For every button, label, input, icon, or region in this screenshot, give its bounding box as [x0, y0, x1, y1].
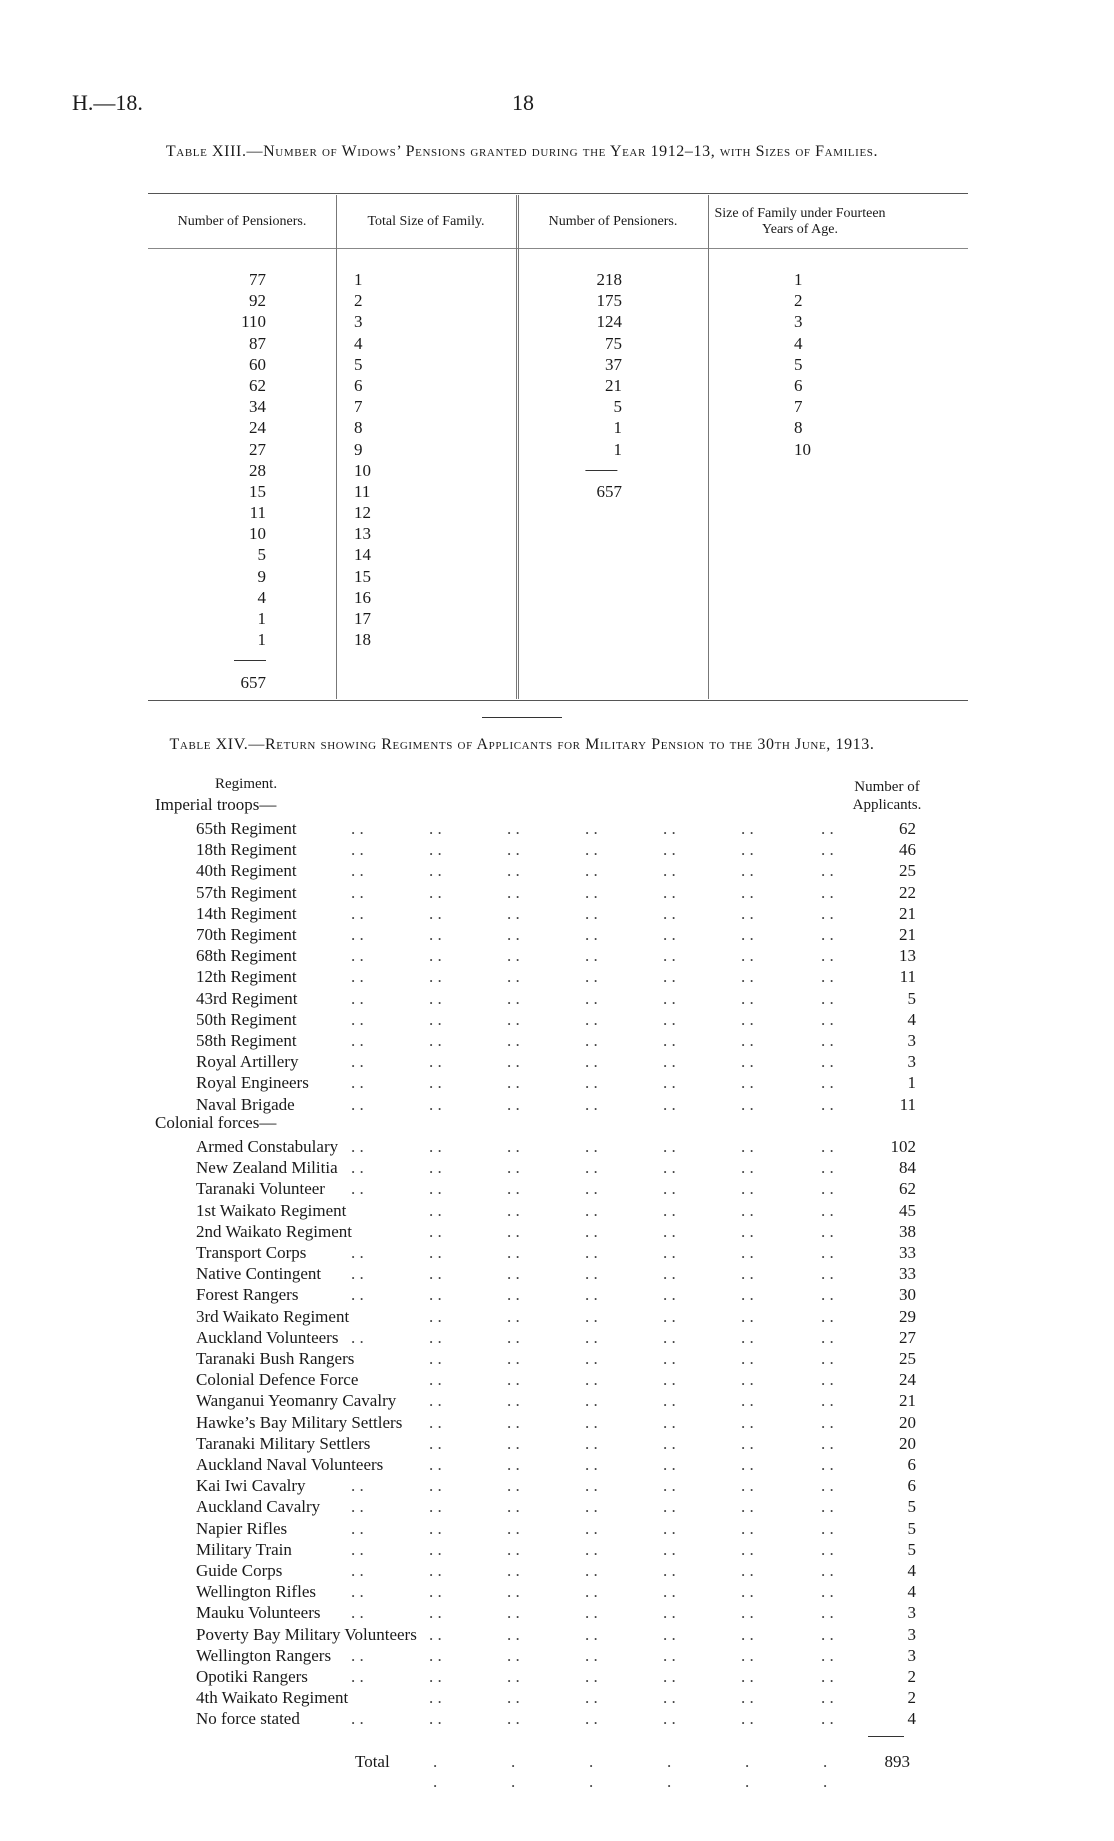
table-13-caption: Table XIII.—Number of Widows’ Pensions granted during the Year 1912–13, with Sizes of Families. — [165, 143, 879, 160]
applicant-count: 20 — [899, 1433, 916, 1453]
table-row: Mauku Volunteers . . . . . . . . . . . . . . 3 — [196, 1603, 916, 1623]
group-heading-imperial: Imperial troops— — [155, 795, 277, 814]
table-row: Kai Iwi Cavalry . . . . . . . . . . . . . . 6 — [196, 1476, 916, 1496]
total-row: Total . . . . . . . . . . . . 893 — [355, 1752, 910, 1791]
applicant-count: 3 — [907, 1645, 916, 1665]
regiment-name: Wellington Rangers — [196, 1645, 332, 1665]
table-cell: 1 — [613, 439, 622, 459]
table-row: 12th Regiment . . . . . . . . . . . . . . 11 — [196, 967, 916, 987]
table-cell: 4 — [794, 333, 803, 353]
page-number: 18 — [512, 90, 534, 115]
table-cell: 7 — [354, 397, 363, 417]
table-cell: 27 — [249, 439, 266, 459]
applicant-count: 4 — [907, 1009, 916, 1029]
table-rule — [148, 248, 968, 249]
table-row: 1st Waikato Regiment . . . . . . . . . . . . 45 — [196, 1200, 916, 1220]
regiment-name: Guide Corps — [196, 1561, 283, 1580]
table-row: Wellington Rangers . . . . . . . . . . . . . . 3 — [196, 1645, 916, 1665]
table-rule — [148, 700, 968, 701]
table-cell: 10 — [354, 460, 371, 480]
table-cell: 14 — [354, 545, 371, 565]
applicant-count: 5 — [907, 988, 916, 1008]
regiment-name: 57th Regiment — [196, 882, 297, 902]
table-row: Transport Corps . . . . . . . . . . . . . . 33 — [196, 1243, 916, 1262]
applicant-count: 4 — [907, 1582, 916, 1602]
table-row: 43rd Regiment . . . . . . . . . . . . . . 5 — [196, 988, 916, 1008]
applicant-count: 4 — [907, 1709, 916, 1729]
table-cell: 87 — [249, 333, 266, 353]
applicants-column-header: Number of Applicants. — [852, 779, 922, 813]
table-row: Native Contingent . . . . . . . . . . . . . . 33 — [196, 1264, 916, 1284]
applicant-count: 25 — [899, 861, 916, 881]
applicant-count: 62 — [899, 819, 916, 838]
table-row: 57th Regiment . . . . . . . . . . . . . . 22 — [196, 882, 916, 902]
right-pensioners-column — [568, 269, 622, 502]
table-cell: 4 — [354, 333, 363, 353]
table-cell: 28 — [249, 460, 266, 480]
table-cell: 2 — [794, 291, 803, 311]
table-cell: 77 — [249, 270, 266, 289]
table-14-caption: Table XIV.—Return showing Regiments of Applicants for Military Pension to the 30th June, 1913. — [169, 736, 875, 753]
applicant-count: 5 — [907, 1518, 916, 1538]
table-cell: 6 — [354, 375, 363, 395]
table-cell: 37 — [605, 354, 622, 374]
table-row: No force stated . . . . . . . . . . . . . . 4 — [196, 1709, 916, 1729]
applicant-count: 3 — [907, 1052, 916, 1072]
applicant-count: 21 — [899, 925, 916, 944]
applicant-count: 20 — [899, 1412, 916, 1432]
total-value: 893 — [884, 1752, 910, 1771]
applicant-count: 3 — [907, 1603, 916, 1623]
table-cell: 9 — [354, 439, 363, 459]
table-cell: 5 — [613, 397, 622, 417]
table-row: Opotiki Rangers . . . . . . . . . . . . . . 2 — [196, 1667, 916, 1686]
regiment-name: Kai Iwi Cavalry — [196, 1476, 306, 1496]
table-cell: 18 — [354, 630, 371, 650]
regiment-name: 50th Regiment — [196, 1009, 297, 1029]
table-row: 70th Regiment . . . . . . . . . . . . . . 21 — [196, 925, 916, 944]
regiment-name: 1st Waikato Regiment — [196, 1200, 347, 1220]
applicant-count: 33 — [899, 1264, 916, 1284]
regiment-name: 65th Regiment — [196, 819, 297, 838]
applicant-count: 45 — [899, 1200, 916, 1220]
table-cell: 15 — [354, 566, 371, 586]
applicant-count: 11 — [899, 967, 916, 987]
table-row: New Zealand Militia . . . . . . . . . . . . . . 84 — [196, 1158, 916, 1178]
table-cell: 1 — [354, 270, 363, 289]
table-13 — [148, 193, 968, 701]
regiment-name: 4th Waikato Regiment — [196, 1688, 349, 1708]
table-row: Forest Rangers . . . . . . . . . . . . . . 30 — [196, 1285, 916, 1305]
table-cell: 21 — [605, 375, 622, 395]
table-row: Poverty Bay Military Volunteers . . . . . . . . . . . . 3 — [196, 1624, 916, 1644]
table-cell: 8 — [794, 418, 803, 438]
table-cell: 11 — [249, 503, 266, 523]
table-row: Auckland Naval Volunteers . . . . . . . . . . . . 6 — [196, 1455, 916, 1474]
table-cell: 15 — [249, 481, 266, 501]
regiment-name: Colonial Defence Force — [196, 1370, 359, 1390]
table-cell: 11 — [354, 481, 371, 501]
regiment-column-header: Regiment. — [215, 776, 278, 792]
total-label: Total — [355, 1752, 390, 1771]
applicant-count: 6 — [907, 1476, 916, 1496]
regiment-name: No force stated — [196, 1709, 300, 1729]
table-row: Armed Constabulary . . . . . . . . . . . . . . 102 — [196, 1137, 916, 1156]
applicant-count: 5 — [907, 1539, 916, 1559]
regiment-name: Military Train — [196, 1539, 292, 1559]
table-cell: 110 — [241, 312, 266, 332]
sum-rule — [188, 650, 266, 671]
column-header: Number of Pensioners. — [548, 214, 678, 229]
table-row: Napier Rifles . . . . . . . . . . . . . . 5 — [196, 1518, 916, 1538]
table-row: 18th Regiment . . . . . . . . . . . . . . 46 — [196, 840, 916, 860]
table-row: Guide Corps . . . . . . . . . . . . . . 4 — [196, 1561, 916, 1580]
applicant-count: 38 — [899, 1221, 916, 1241]
table-row: Taranaki Bush Rangers . . . . . . . . . . . . 25 — [196, 1349, 916, 1368]
table-row: 40th Regiment . . . . . . . . . . . . . . 25 — [196, 861, 916, 881]
table-rule — [148, 193, 968, 194]
table-cell: 124 — [596, 312, 622, 332]
table-cell: 92 — [249, 291, 266, 311]
applicant-count: 30 — [899, 1285, 916, 1305]
table-cell: 16 — [354, 587, 371, 607]
regiment-name: Forest Rangers — [196, 1285, 299, 1305]
regiment-name: Taranaki Volunteer — [196, 1179, 325, 1199]
table-row: Naval Brigade . . . . . . . . . . . . . . 11 — [196, 1094, 916, 1114]
column-divider — [336, 195, 337, 699]
regiment-name: 3rd Waikato Regiment — [196, 1306, 350, 1326]
regiment-name: Auckland Naval Volunteers — [196, 1455, 384, 1474]
table-cell: 5 — [257, 545, 266, 565]
table-cell: 5 — [794, 354, 803, 374]
regiment-name: Poverty Bay Military Volunteers — [196, 1624, 417, 1644]
table-row: Taranaki Military Settlers . . . . . . . . . . . . 20 — [196, 1433, 916, 1453]
regiment-name: Taranaki Military Settlers — [196, 1433, 371, 1453]
regiment-name: New Zealand Militia — [196, 1158, 338, 1178]
applicant-count: 33 — [899, 1243, 916, 1262]
regiment-name: 2nd Waikato Regiment — [196, 1221, 353, 1241]
section-divider — [482, 717, 562, 718]
table-cell: 218 — [596, 270, 622, 289]
regiment-name: Native Contingent — [196, 1264, 322, 1284]
table-row: 2nd Waikato Regiment . . . . . . . . . . . . 38 — [196, 1221, 916, 1241]
regiment-name: 70th Regiment — [196, 925, 297, 944]
table-cell: 4 — [257, 587, 266, 607]
regiment-name: 40th Regiment — [196, 861, 297, 881]
document-reference: H.—18. — [72, 90, 143, 115]
family-under-14-column — [794, 269, 844, 460]
table-row: Wanganui Yeomanry Cavalry . . . . . . . . . . . . 21 — [196, 1391, 916, 1411]
table-row: Hawke’s Bay Military Settlers . . . . . . . . . . . . 20 — [196, 1412, 916, 1432]
applicant-count: 13 — [899, 946, 916, 966]
table-cell: 9 — [257, 566, 266, 586]
regiment-name: 43rd Regiment — [196, 988, 298, 1008]
table-row: Royal Engineers . . . . . . . . . . . . . . 1 — [196, 1073, 916, 1093]
regiment-name: Opotiki Rangers — [196, 1667, 308, 1686]
table-cell: 6 — [794, 375, 803, 395]
column-divider — [516, 195, 519, 699]
sum-rule — [568, 460, 622, 481]
applicant-count: 6 — [907, 1455, 916, 1474]
applicant-count: 4 — [907, 1561, 916, 1580]
table-cell: 3 — [354, 312, 363, 332]
regiment-name: Armed Constabulary — [196, 1137, 339, 1156]
applicant-count: 3 — [907, 1624, 916, 1644]
table-cell: 1 — [257, 609, 266, 628]
table-cell: 1 — [257, 630, 266, 650]
table-row: 3rd Waikato Regiment . . . . . . . . . . . . 29 — [196, 1306, 916, 1326]
table-row: Taranaki Volunteer . . . . . . . . . . . . . . 62 — [196, 1179, 916, 1199]
table-row: 50th Regiment . . . . . . . . . . . . . . 4 — [196, 1009, 916, 1029]
applicant-count: 21 — [899, 903, 916, 923]
applicant-count: 84 — [899, 1158, 916, 1178]
applicant-count: 11 — [899, 1094, 916, 1114]
applicant-count: 27 — [899, 1327, 916, 1347]
applicant-count: 25 — [899, 1349, 916, 1368]
regiment-name: Hawke’s Bay Military Settlers — [196, 1412, 403, 1432]
applicant-count: 46 — [899, 840, 916, 860]
group-heading-colonial: Colonial forces— — [155, 1113, 277, 1132]
regiment-name: Naval Brigade — [196, 1094, 295, 1114]
table-row: Military Train . . . . . . . . . . . . . . 5 — [196, 1539, 916, 1559]
column-header: Size of Family under Fourteen Years of Age. — [714, 206, 886, 237]
applicant-count: 1 — [907, 1073, 916, 1093]
table-row: 4th Waikato Regiment . . . . . . . . . . . . 2 — [196, 1688, 916, 1708]
table-row: Auckland Volunteers . . . . . . . . . . . . . . 27 — [196, 1327, 916, 1347]
regiment-name: Royal Artillery — [196, 1052, 299, 1072]
regiment-name: 68th Regiment — [196, 946, 297, 966]
regiment-name: 58th Regiment — [196, 1031, 297, 1050]
table-cell: 175 — [596, 291, 622, 311]
total-family-size-column — [354, 269, 404, 650]
applicant-count: 21 — [899, 1391, 916, 1411]
left-pensioners-column — [188, 269, 266, 693]
regiment-name: Auckland Cavalry — [196, 1497, 321, 1517]
regiment-name: Wellington Rifles — [196, 1582, 316, 1602]
table-cell: 10 — [794, 439, 811, 459]
column-total: 657 — [240, 672, 266, 692]
table-cell: 62 — [249, 375, 266, 395]
regiment-name: Auckland Volunteers — [196, 1327, 339, 1347]
table-row: Auckland Cavalry . . . . . . . . . . . . . . 5 — [196, 1497, 916, 1517]
applicant-count: 3 — [907, 1031, 916, 1050]
regiment-name: Royal Engineers — [196, 1073, 309, 1093]
table-row: Wellington Rifles . . . . . . . . . . . . . . 4 — [196, 1582, 916, 1602]
applicant-count: 62 — [899, 1179, 916, 1199]
applicant-count: 29 — [899, 1306, 916, 1326]
table-cell: 8 — [354, 418, 363, 438]
table-cell: 60 — [249, 354, 266, 374]
table-cell: 17 — [354, 609, 371, 628]
column-total: 657 — [596, 481, 622, 501]
applicant-count: 102 — [890, 1137, 916, 1156]
table-cell: 13 — [354, 524, 371, 544]
regiment-name: Mauku Volunteers — [196, 1603, 321, 1623]
regiment-name: Taranaki Bush Rangers — [196, 1349, 355, 1368]
table-cell: 12 — [354, 503, 371, 523]
table-row: 68th Regiment . . . . . . . . . . . . . . 13 — [196, 946, 916, 966]
applicant-count: 24 — [899, 1370, 916, 1390]
regiment-name: Wanganui Yeomanry Cavalry — [196, 1391, 397, 1411]
table-cell: 34 — [249, 397, 266, 417]
regiment-name: Napier Rifles — [196, 1518, 288, 1538]
regiment-name: 18th Regiment — [196, 840, 297, 860]
table-row: 14th Regiment . . . . . . . . . . . . . . 21 — [196, 903, 916, 923]
table-cell: 7 — [794, 397, 803, 417]
table-cell: 10 — [249, 524, 266, 544]
table-cell: 5 — [354, 354, 363, 374]
table-cell: 1 — [794, 270, 803, 289]
column-header: Total Size of Family. — [367, 214, 485, 229]
table-row: 58th Regiment . . . . . . . . . . . . . . 3 — [196, 1031, 916, 1050]
column-header: Number of Pensioners. — [177, 214, 307, 229]
applicant-count: 2 — [907, 1667, 916, 1686]
table-cell: 2 — [354, 291, 363, 311]
applicant-count: 5 — [907, 1497, 916, 1517]
applicant-count: 2 — [907, 1688, 916, 1708]
applicant-count: 22 — [899, 882, 916, 902]
table-cell: 24 — [249, 418, 266, 438]
table-row: 65th Regiment . . . . . . . . . . . . . . 62 — [196, 819, 916, 838]
table-row: Royal Artillery . . . . . . . . . . . . . . 3 — [196, 1052, 916, 1072]
regiment-name: 12th Regiment — [196, 967, 297, 987]
table-cell: 3 — [794, 312, 803, 332]
table-cell: 1 — [613, 418, 622, 438]
total-rule — [868, 1736, 904, 1737]
column-divider — [708, 195, 709, 699]
table-row: Colonial Defence Force . . . . . . . . . . . . 24 — [196, 1370, 916, 1390]
regiment-name: Transport Corps — [196, 1243, 307, 1262]
regiment-name: 14th Regiment — [196, 903, 297, 923]
table-cell: 75 — [605, 333, 622, 353]
